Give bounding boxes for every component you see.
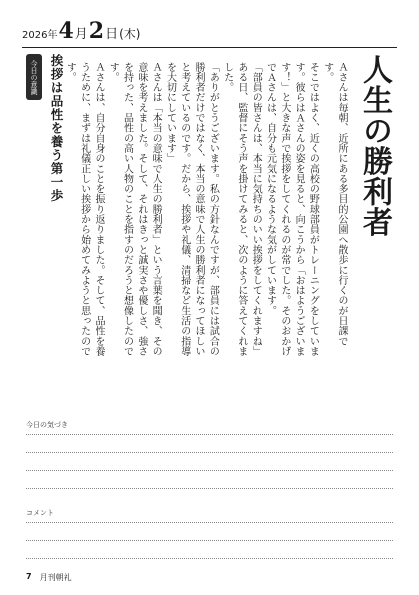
date-day-unit: 日 [105, 27, 119, 42]
date-day: 2 [88, 18, 105, 44]
notes-line [26, 488, 393, 489]
page-title: 人生の勝利者 [357, 54, 392, 237]
comment-line [26, 558, 393, 559]
notes-line [26, 452, 393, 453]
body-paragraph: Ａさんは、自分自身のことを振り返りました。そして、品性を養うために、まずは礼儀正しい挨拶から始めてみようと思ったのです。 [64, 62, 104, 357]
body-paragraph: 「ありがとうございます。私の方針なんですが、部員には試合の勝利者だけではなく、本当の意味で人生の勝利者になってほしいと考えているのです。だから、挨拶や礼儀、清掃など生活の指導を大切にしています」 [164, 62, 219, 357]
date-month-unit: 月 [74, 27, 88, 42]
date-year: 2026年 [22, 30, 58, 41]
notes-kizuki-label: 今日の気づき [26, 421, 68, 429]
daily-theme: 挨拶は品性を養う第一歩 [49, 54, 64, 203]
notes-line [26, 470, 393, 471]
body-paragraph: 「部員の皆さんは、本当に気持ちのいい挨拶をしてくれますね」 [250, 62, 262, 357]
article-body [64, 62, 348, 362]
page-footer [26, 572, 72, 583]
daily-awareness-badge: 今日の意識 [26, 54, 42, 100]
header-rule [22, 47, 397, 48]
notes-line [26, 434, 393, 435]
body-paragraph: そこではよく、近くの高校の野球部員がトレーニングをしています。彼らはＡさんの姿を見ると、向こうから「おはようございます！」と大きな声で挨拶をしてくれるのが常でした。そのおかげでＡさんは、自分も元気になるような気がしています。 [264, 62, 319, 357]
body-paragraph: Ａさんは毎朝、近所にある多目的公園へ散歩に行くのが日課です。 [321, 62, 347, 347]
comment-line [26, 522, 393, 523]
page-number: 7 [26, 572, 32, 581]
date-weekday: (木) [119, 27, 141, 41]
date-month: 4 [58, 18, 74, 44]
body-paragraph: Ａさんは「本当の意味で人生の勝利者」という言葉を聞き、その意味を考えました。そして、それはきっと誠実さや優しさ、強さを持った、品性の高い人物のことを指すのだろうと想像したのです。 [107, 62, 162, 357]
date-header [22, 18, 140, 44]
publication-name: 月刊朝礼 [39, 573, 72, 582]
body-paragraph: ある日、監督にそう声を掛けてみると、次のように答えてくれました。 [221, 62, 247, 357]
comment-line [26, 540, 393, 541]
comment-label: コメント [26, 509, 54, 517]
